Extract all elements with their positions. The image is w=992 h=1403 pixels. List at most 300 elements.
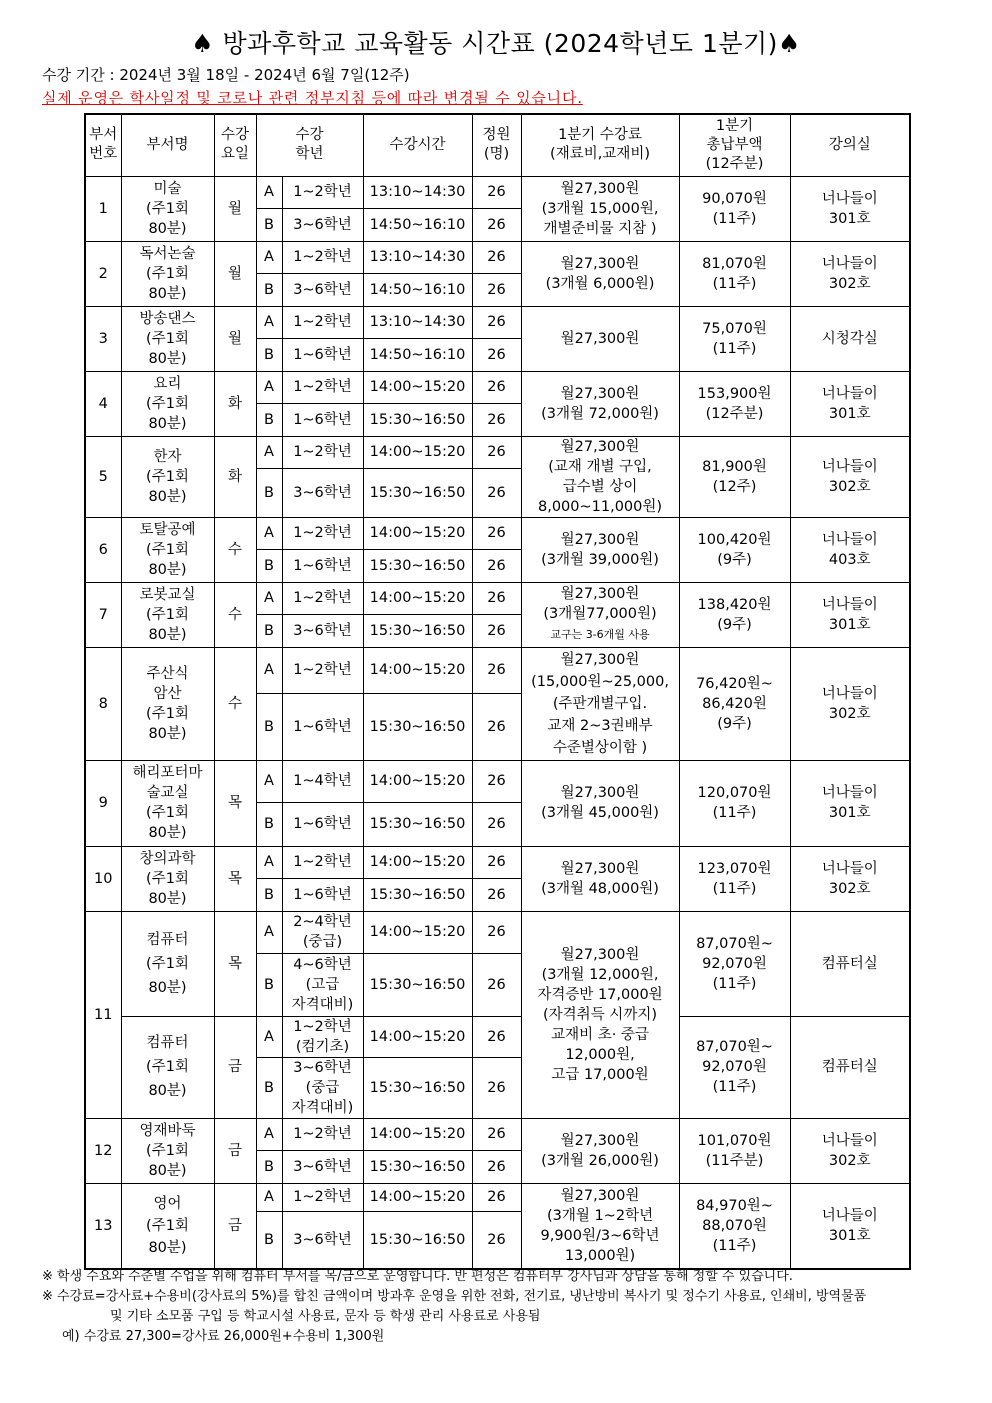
cell-text: (주1회 bbox=[146, 1059, 189, 1075]
table-row bbox=[85, 1183, 910, 1211]
cell-text: 자격증반 17,000원 bbox=[537, 986, 663, 1003]
table-row bbox=[85, 846, 910, 878]
table-cell: 1~2학년 bbox=[282, 647, 363, 693]
table-cell: 26 bbox=[472, 911, 521, 953]
table-row bbox=[85, 436, 910, 468]
cell-text: 4~6학년 bbox=[293, 956, 352, 973]
cell-text: 학년 bbox=[295, 146, 324, 163]
table-cell bbox=[282, 1016, 363, 1057]
table-cell: 수 bbox=[214, 582, 256, 647]
table-cell: 14:00~15:20 bbox=[363, 582, 472, 614]
table-cell bbox=[679, 846, 790, 911]
table-cell bbox=[521, 647, 679, 760]
cell-text: (3개월 1~2학년 bbox=[546, 1207, 654, 1224]
cell-text: 자격대비) bbox=[291, 1099, 354, 1116]
table-cell bbox=[679, 517, 790, 582]
table-cell: 13:10~14:30 bbox=[363, 241, 472, 273]
table-cell: B bbox=[256, 878, 282, 911]
cell-text: 80분) bbox=[148, 825, 187, 841]
cell-text: 월27,300원 bbox=[560, 180, 640, 197]
cell-text: 80분) bbox=[148, 1162, 187, 1179]
table-cell bbox=[790, 241, 910, 306]
cell-text: 301호 bbox=[828, 1227, 871, 1244]
cell-text: (교재 개별 구입, bbox=[548, 458, 652, 475]
table-cell: 9 bbox=[85, 760, 121, 846]
table-cell: 15:30~16:50 bbox=[363, 1211, 472, 1269]
cell-text: 번호 bbox=[89, 146, 118, 163]
table-cell: 화 bbox=[214, 371, 256, 436]
table-row bbox=[85, 306, 910, 338]
table-cell: B bbox=[256, 549, 282, 582]
table-cell: 26 bbox=[472, 614, 521, 647]
cell-text: 80분) bbox=[148, 1239, 187, 1256]
cell-text: 1분기 bbox=[715, 117, 754, 134]
table-cell bbox=[121, 1118, 214, 1183]
table-cell: 3~6학년 bbox=[282, 208, 363, 241]
header-no bbox=[85, 114, 121, 176]
cell-text: 수강 bbox=[220, 127, 249, 144]
table-cell: 26 bbox=[472, 1057, 521, 1118]
table-cell: A bbox=[256, 582, 282, 614]
table-cell: 1~4학년 bbox=[282, 760, 363, 802]
table-cell: 15:30~16:50 bbox=[363, 549, 472, 582]
table-cell: 1~2학년 bbox=[282, 176, 363, 208]
table-row bbox=[85, 176, 910, 208]
table-cell: 26 bbox=[472, 549, 521, 582]
table-cell bbox=[521, 306, 679, 371]
table-cell bbox=[679, 911, 790, 1016]
table-cell bbox=[521, 241, 679, 306]
table-cell: 26 bbox=[472, 802, 521, 846]
cell-text: 너나들이 bbox=[821, 596, 878, 613]
cell-text: 80분) bbox=[148, 415, 187, 432]
table-cell bbox=[679, 760, 790, 846]
table-row bbox=[85, 1016, 910, 1057]
table-cell bbox=[790, 1016, 910, 1118]
table-cell bbox=[521, 371, 679, 436]
table-cell: 14:00~15:20 bbox=[363, 436, 472, 468]
table-cell: 15:30~16:50 bbox=[363, 953, 472, 1016]
cell-text: (3개월 48,000원) bbox=[541, 880, 659, 897]
cell-text: 86,420원 bbox=[702, 695, 767, 712]
cell-text: (11주) bbox=[712, 880, 757, 897]
table-cell: 14:00~15:20 bbox=[363, 911, 472, 953]
cell-text: (중급) bbox=[302, 934, 343, 950]
cell-text: (주판개별구입. bbox=[552, 695, 648, 712]
table-cell: 15:30~16:50 bbox=[363, 403, 472, 436]
table-cell bbox=[521, 517, 679, 582]
cell-text: 80분) bbox=[148, 350, 187, 367]
table-cell bbox=[790, 306, 910, 371]
cell-text: 월27,300원 bbox=[560, 438, 640, 455]
table-cell bbox=[679, 241, 790, 306]
cell-text: 80분) bbox=[148, 220, 187, 237]
header-name: 부서명 bbox=[121, 114, 214, 176]
table-cell: 14:00~15:20 bbox=[363, 371, 472, 403]
cell-text: 너나들이 bbox=[821, 785, 878, 801]
cell-text: 302호 bbox=[828, 1152, 871, 1169]
cell-text: (주1회 bbox=[146, 395, 189, 412]
table-cell: 26 bbox=[472, 1016, 521, 1057]
cell-text: (3개월 45,000원) bbox=[541, 805, 659, 821]
table-cell bbox=[121, 1016, 214, 1118]
table-cell: 1~2학년 bbox=[282, 517, 363, 549]
table-cell: A bbox=[256, 1183, 282, 1211]
cell-text: 월27,300원 bbox=[560, 1132, 640, 1149]
cell-text: 수강 bbox=[295, 127, 324, 144]
change-notice: 실제 운영은 학사일정 및 코로나 관련 정부지침 등에 따라 변경될 수 있습니다. bbox=[42, 89, 583, 107]
table-cell bbox=[521, 760, 679, 846]
table-row bbox=[85, 647, 910, 693]
cell-text: 월27,300원 bbox=[560, 785, 640, 801]
cell-text: 302호 bbox=[828, 478, 871, 495]
cell-text: (3개월 72,000원) bbox=[541, 405, 659, 422]
cell-text: 403호 bbox=[828, 551, 871, 568]
cell-text: (9주) bbox=[717, 715, 752, 732]
cell-text: 월27,300원 bbox=[560, 255, 640, 272]
cell-text: 창의과학 bbox=[139, 850, 196, 867]
cell-text: 301호 bbox=[828, 210, 871, 227]
table-cell bbox=[790, 436, 910, 517]
cell-text: 너나들이 bbox=[821, 458, 878, 475]
table-cell: 15:30~16:50 bbox=[363, 468, 472, 517]
cell-text: 너나들이 bbox=[821, 385, 878, 402]
table-cell bbox=[121, 846, 214, 911]
table-cell: 26 bbox=[472, 1150, 521, 1183]
schedule-table bbox=[84, 113, 911, 1270]
table-cell: 3~6학년 bbox=[282, 273, 363, 306]
cell-text: 개별준비물 지참 ) bbox=[543, 220, 657, 237]
table-cell: 26 bbox=[472, 760, 521, 802]
cell-text: 교재비 초· 중급 bbox=[551, 1026, 649, 1043]
cell-text: 너나들이 bbox=[821, 531, 878, 548]
cell-text: 총납부액 bbox=[706, 136, 763, 153]
cell-text: (주1회 bbox=[146, 330, 189, 347]
cell-text: (주1회 bbox=[146, 541, 189, 558]
table-cell: 15:30~16:50 bbox=[363, 1057, 472, 1118]
table-cell: 화 bbox=[214, 436, 256, 517]
cell-text: 302호 bbox=[828, 705, 871, 722]
table-cell: 26 bbox=[472, 436, 521, 468]
cell-text: 302호 bbox=[828, 880, 871, 897]
table-cell bbox=[282, 953, 363, 1016]
table-cell: 1~2학년 bbox=[282, 582, 363, 614]
cell-text: 76,420원~ bbox=[696, 675, 773, 692]
table-cell: 26 bbox=[472, 647, 521, 693]
cell-text: 주산식 bbox=[146, 665, 189, 682]
header-room: 강의실 bbox=[790, 114, 910, 176]
cell-text: (고급 bbox=[305, 976, 340, 993]
cell-text: 요리 bbox=[153, 375, 182, 392]
table-cell: A bbox=[256, 371, 282, 403]
footnotes bbox=[42, 1267, 866, 1347]
cell-text: 암산 bbox=[153, 685, 182, 702]
cell-text: 고급 17,000원 bbox=[551, 1066, 649, 1083]
table-cell bbox=[679, 647, 790, 760]
table-cell: A bbox=[256, 1016, 282, 1057]
cell-text: (주1회 bbox=[146, 1217, 189, 1234]
cell-text: (12주분) bbox=[705, 405, 764, 422]
table-cell: A bbox=[256, 306, 282, 338]
page-title: ♠ 방과후학교 교육활동 시간표 (2024학년도 1분기)♠ bbox=[191, 29, 801, 58]
table-cell: 1~2학년 bbox=[282, 371, 363, 403]
cell-text: 87,070원~ bbox=[696, 1039, 773, 1055]
table-cell: 1~2학년 bbox=[282, 306, 363, 338]
cell-text: 방송댄스 bbox=[139, 310, 196, 327]
cell-text: (11주) bbox=[712, 1079, 757, 1095]
table-cell: 2 bbox=[85, 241, 121, 306]
table-cell bbox=[521, 176, 679, 241]
cell-text: 9,900원/3~6학년 bbox=[540, 1227, 660, 1244]
table-cell: 목 bbox=[214, 760, 256, 846]
table-cell: 5 bbox=[85, 436, 121, 517]
cell-text: (주1회 bbox=[146, 200, 189, 217]
table-cell bbox=[121, 760, 214, 846]
table-cell bbox=[679, 436, 790, 517]
table-cell: 26 bbox=[472, 403, 521, 436]
table-cell: 4 bbox=[85, 371, 121, 436]
table-row bbox=[85, 911, 910, 953]
table-cell: 14:50~16:10 bbox=[363, 208, 472, 241]
table-cell: 3~6학년 bbox=[282, 468, 363, 517]
cell-text: 월27,300원 bbox=[560, 946, 640, 963]
table-cell: A bbox=[256, 517, 282, 549]
table-cell bbox=[790, 760, 910, 846]
cell-text: (12주) bbox=[712, 478, 757, 495]
cell-text: (3개월 6,000원) bbox=[545, 275, 655, 292]
cell-text: 81,070원 bbox=[702, 255, 767, 272]
cell-text: (주1회 bbox=[146, 870, 189, 887]
table-cell: 3~6학년 bbox=[282, 1211, 363, 1269]
table-cell: B bbox=[256, 802, 282, 846]
cell-text: (3개월 12,000원, bbox=[541, 966, 659, 983]
table-row bbox=[85, 517, 910, 549]
cell-text: (11주분) bbox=[705, 1152, 764, 1169]
table-cell: 수 bbox=[214, 517, 256, 582]
table-row bbox=[85, 760, 910, 802]
table-cell bbox=[790, 517, 910, 582]
table-cell: 6 bbox=[85, 517, 121, 582]
cell-text: 급수별 상이 bbox=[562, 478, 638, 495]
table-cell: 26 bbox=[472, 208, 521, 241]
table-cell: 11 bbox=[85, 911, 121, 1118]
table-cell: 13:10~14:30 bbox=[363, 176, 472, 208]
cell-text: 1~2학년 bbox=[293, 1018, 352, 1035]
cell-text: 자격대비) bbox=[291, 996, 354, 1013]
table-cell: 26 bbox=[472, 693, 521, 760]
table-cell: B bbox=[256, 1211, 282, 1269]
table-cell: 12 bbox=[85, 1118, 121, 1183]
cell-text: (3개월77,000원) bbox=[543, 606, 657, 622]
cell-text: 302호 bbox=[828, 275, 871, 292]
table-cell: 금 bbox=[214, 1118, 256, 1183]
cell-text: 월27,300원 bbox=[560, 385, 640, 402]
cell-text: (주1회 bbox=[146, 1142, 189, 1159]
cell-text: 교구는 3-6개월 사용 bbox=[550, 628, 650, 641]
cell-text: 너나들이 bbox=[821, 1207, 878, 1224]
table-cell: 14:00~15:20 bbox=[363, 1016, 472, 1057]
cell-text: 컴퓨터 bbox=[146, 931, 189, 948]
table-cell bbox=[679, 1016, 790, 1118]
table-cell: 14:00~15:20 bbox=[363, 760, 472, 802]
table-cell: A bbox=[256, 1118, 282, 1150]
cell-text: 301호 bbox=[828, 405, 871, 422]
table-cell: B bbox=[256, 1150, 282, 1183]
table-cell: 26 bbox=[472, 953, 521, 1016]
table-cell bbox=[121, 911, 214, 1016]
table-cell bbox=[679, 582, 790, 647]
table-cell: 13:10~14:30 bbox=[363, 306, 472, 338]
cell-text: 301호 bbox=[828, 805, 871, 821]
cell-text: 시청각실 bbox=[821, 330, 878, 347]
cell-text: 부서 bbox=[89, 127, 118, 144]
cell-text: 컴퓨터 bbox=[146, 1035, 189, 1051]
table-cell: 8 bbox=[85, 647, 121, 760]
table-cell: 1~6학년 bbox=[282, 338, 363, 371]
cell-text: 80분) bbox=[148, 979, 187, 996]
cell-text: (15,000원~25,000, bbox=[531, 673, 669, 690]
header-time: 수강시간 bbox=[363, 114, 472, 176]
header-grade bbox=[256, 114, 363, 176]
cell-text: 월27,300원 bbox=[560, 586, 640, 602]
cell-text: 80분) bbox=[148, 488, 187, 505]
cell-text: (주1회 bbox=[146, 955, 189, 972]
cell-text: 월27,300원 bbox=[560, 330, 640, 347]
cell-text: 301호 bbox=[828, 616, 871, 633]
table-cell: 1~2학년 bbox=[282, 1183, 363, 1211]
cell-text: (주1회 bbox=[146, 705, 189, 722]
table-cell: 1~2학년 bbox=[282, 241, 363, 273]
table-cell: 수 bbox=[214, 647, 256, 760]
table-cell: 1~6학년 bbox=[282, 549, 363, 582]
course-period: 수강 기간 : 2024년 3월 18일 - 2024년 6월 7일(12주) bbox=[42, 66, 410, 84]
table-cell: 15:30~16:50 bbox=[363, 878, 472, 911]
table-cell bbox=[121, 371, 214, 436]
cell-text: 월27,300원 bbox=[560, 860, 640, 877]
cell-text: 컴퓨터실 bbox=[821, 955, 878, 972]
cell-text: 월27,300원 bbox=[560, 651, 640, 668]
cell-text: (12주분) bbox=[705, 155, 764, 172]
table-cell bbox=[790, 582, 910, 647]
table-cell: 14:00~15:20 bbox=[363, 517, 472, 549]
table-cell: 목 bbox=[214, 846, 256, 911]
table-cell bbox=[121, 517, 214, 582]
cell-text: 술교실 bbox=[146, 785, 189, 801]
cell-text: 요일 bbox=[220, 146, 249, 163]
header-capacity bbox=[472, 114, 521, 176]
cell-text: 88,070원 bbox=[702, 1217, 767, 1234]
cell-text: 수준별상이함 ) bbox=[552, 739, 648, 756]
cell-text: 92,070원 bbox=[702, 1059, 767, 1075]
table-cell: 3~6학년 bbox=[282, 1150, 363, 1183]
table-cell bbox=[121, 306, 214, 371]
table-cell bbox=[679, 306, 790, 371]
cell-text: (주1회 bbox=[146, 265, 189, 282]
table-cell bbox=[121, 1183, 214, 1269]
footnote-example: 예) 수강료 27,300=강사료 26,000원+수용비 1,300원 bbox=[62, 1329, 385, 1344]
cell-text: (11주) bbox=[712, 1237, 757, 1254]
cell-text: 92,070원 bbox=[702, 955, 767, 972]
table-cell: B bbox=[256, 403, 282, 436]
table-row bbox=[85, 371, 910, 403]
table-cell: 월 bbox=[214, 241, 256, 306]
cell-text: 영재바둑 bbox=[139, 1122, 196, 1139]
table-cell: 26 bbox=[472, 338, 521, 371]
table-cell bbox=[790, 176, 910, 241]
table-cell bbox=[790, 647, 910, 760]
cell-text: (11주) bbox=[712, 975, 757, 992]
table-cell: 26 bbox=[472, 1118, 521, 1150]
table-cell: B bbox=[256, 1057, 282, 1118]
table-cell bbox=[679, 1183, 790, 1269]
cell-text: 정원 bbox=[482, 127, 511, 144]
table-cell: B bbox=[256, 953, 282, 1016]
cell-text: 75,070원 bbox=[702, 320, 767, 337]
table-cell: 14:00~15:20 bbox=[363, 1118, 472, 1150]
cell-text: (11주) bbox=[712, 210, 757, 227]
table-cell: 1~2학년 bbox=[282, 436, 363, 468]
table-cell: 1~6학년 bbox=[282, 403, 363, 436]
table-cell: 14:50~16:10 bbox=[363, 273, 472, 306]
table-cell: 3 bbox=[85, 306, 121, 371]
table-cell bbox=[790, 371, 910, 436]
table-cell: B bbox=[256, 614, 282, 647]
table-cell bbox=[790, 1183, 910, 1269]
cell-text: 미술 bbox=[153, 180, 182, 197]
cell-text: 81,900원 bbox=[702, 458, 767, 475]
cell-text: (컴기초) bbox=[295, 1038, 350, 1055]
table-cell: 13 bbox=[85, 1183, 121, 1269]
table-cell bbox=[121, 436, 214, 517]
cell-text: (주1회 bbox=[146, 606, 189, 623]
table-cell bbox=[121, 582, 214, 647]
header-row bbox=[85, 114, 910, 176]
table-cell bbox=[282, 911, 363, 953]
table-row bbox=[85, 1118, 910, 1150]
table-cell: 1~6학년 bbox=[282, 802, 363, 846]
cell-text: 80분) bbox=[148, 890, 187, 907]
table-cell bbox=[679, 1118, 790, 1183]
cell-text: 153,900원 bbox=[697, 385, 772, 402]
cell-text: 84,970원~ bbox=[696, 1197, 773, 1214]
cell-text: 너나들이 bbox=[821, 685, 878, 702]
cell-text: 8,000~11,000원) bbox=[537, 498, 663, 515]
table-cell: B bbox=[256, 338, 282, 371]
cell-text: 교재 2~3권배부 bbox=[547, 717, 653, 734]
table-cell: B bbox=[256, 468, 282, 517]
header-fee bbox=[521, 114, 679, 176]
table-row bbox=[85, 582, 910, 614]
table-cell bbox=[790, 911, 910, 1016]
cell-text: (재료비,교재비) bbox=[550, 146, 650, 163]
table-cell: B bbox=[256, 273, 282, 306]
table-cell: 26 bbox=[472, 846, 521, 878]
table-cell bbox=[521, 911, 679, 1118]
cell-text: (9주) bbox=[717, 551, 752, 568]
table-cell: 15:30~16:50 bbox=[363, 693, 472, 760]
cell-text: (3개월 15,000원, bbox=[541, 200, 659, 217]
cell-text: 로봇교실 bbox=[139, 586, 196, 603]
table-cell: 26 bbox=[472, 176, 521, 208]
cell-text: 138,420원 bbox=[697, 596, 772, 613]
table-cell: 금 bbox=[214, 1016, 256, 1118]
table-cell: 26 bbox=[472, 241, 521, 273]
table-cell: 26 bbox=[472, 517, 521, 549]
cell-text: 87,070원~ bbox=[696, 935, 773, 952]
table-cell: 26 bbox=[472, 1183, 521, 1211]
cell-text: 3~6학년 bbox=[293, 1059, 352, 1076]
table-cell: 15:30~16:50 bbox=[363, 802, 472, 846]
